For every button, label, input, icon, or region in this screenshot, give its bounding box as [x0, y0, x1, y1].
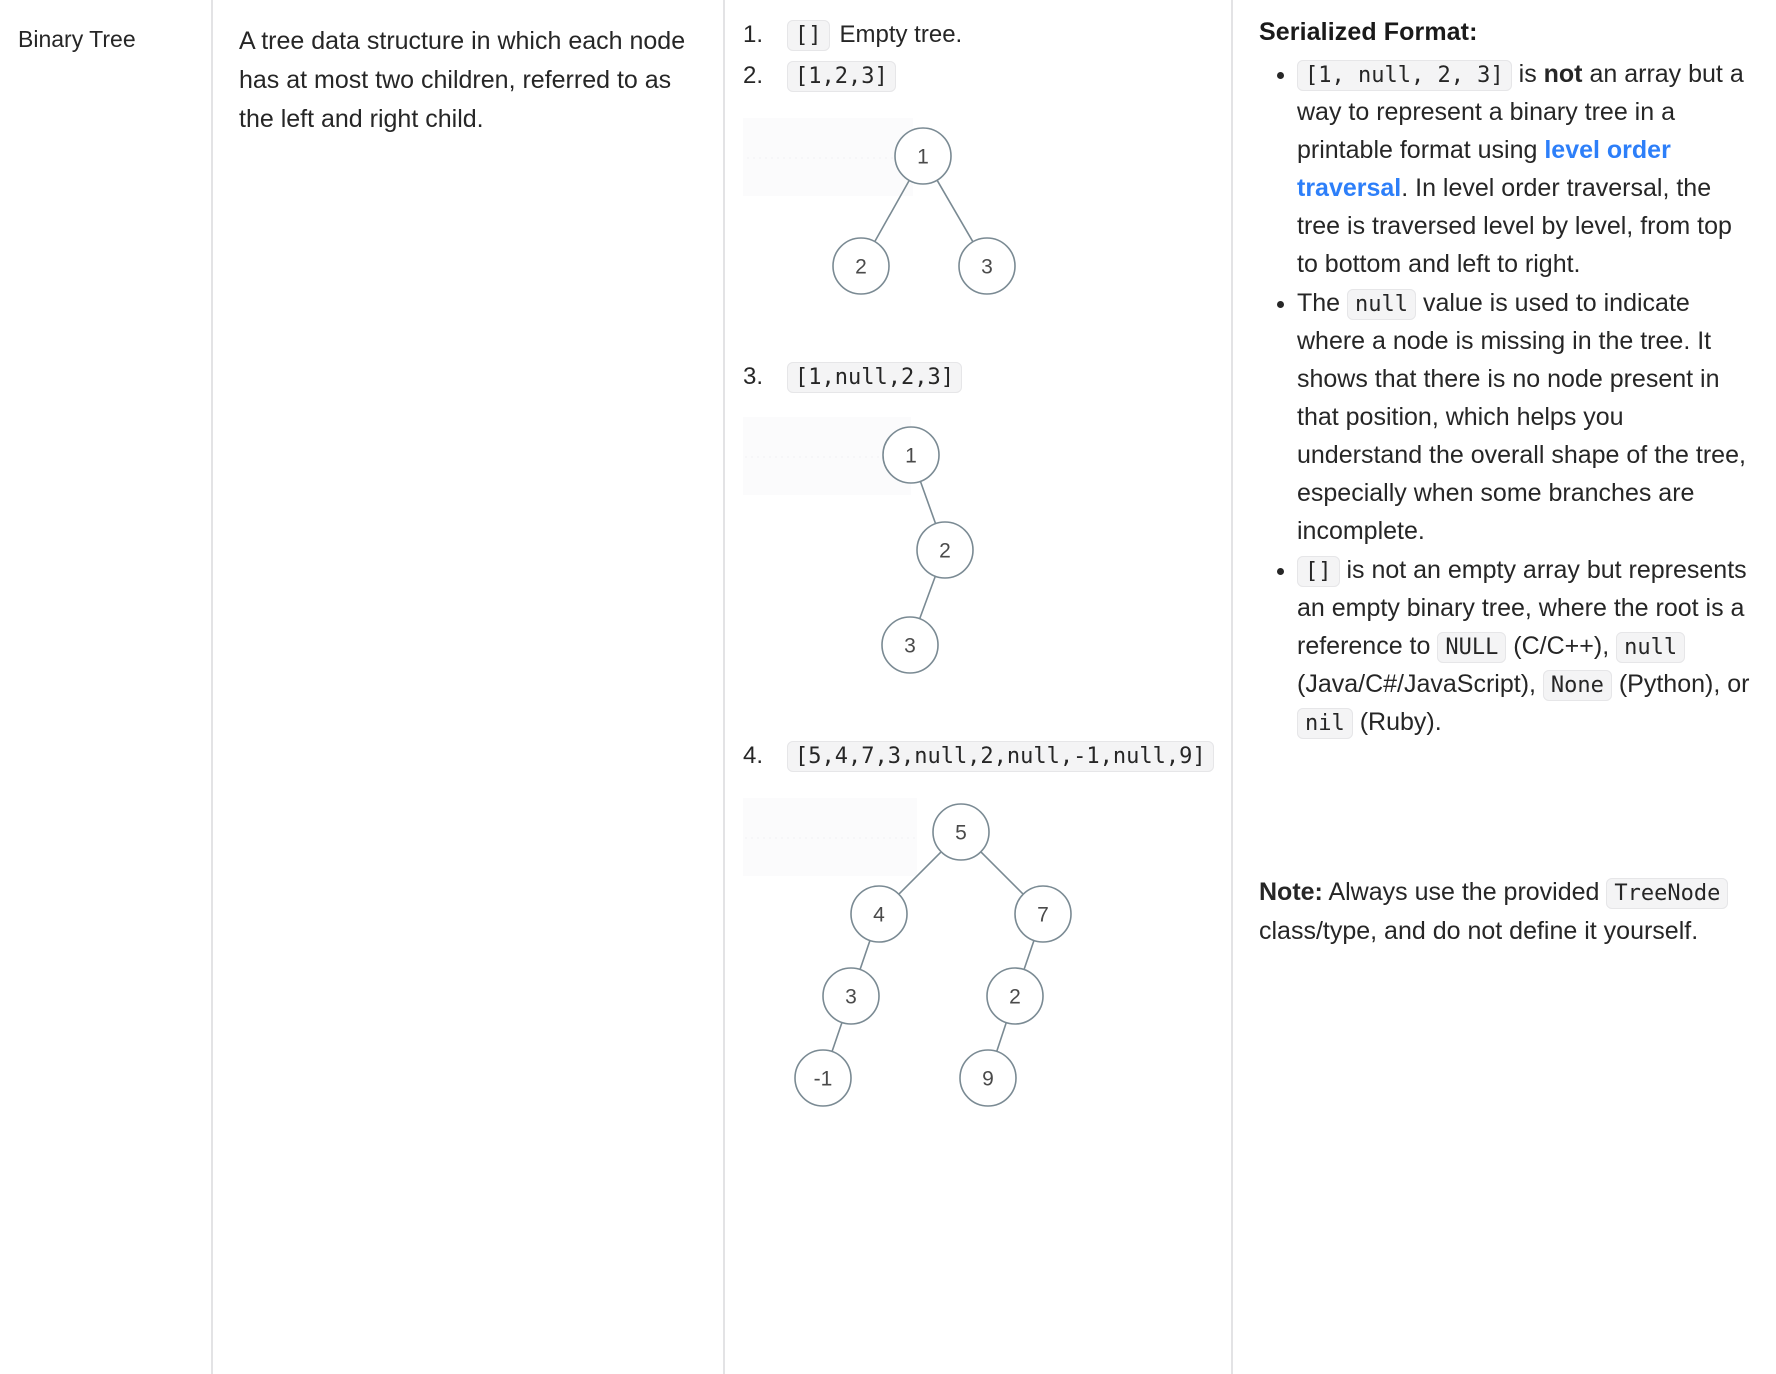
- column-description: [211, 0, 723, 1374]
- text-run: . In level order traversal, the tree is traversed level by level, from top to bottom and left to right.: [1297, 174, 1732, 278]
- text-run: (C/C++),: [1506, 632, 1617, 660]
- tree-node: [851, 886, 907, 942]
- example-item: [743, 57, 1211, 344]
- tree-node-label: 1: [905, 444, 917, 468]
- tree-edge: [981, 851, 1023, 893]
- column-name: [0, 0, 211, 1374]
- text-run: is: [1511, 60, 1544, 88]
- tree-node: [987, 968, 1043, 1024]
- notes-bullet: [1297, 284, 1752, 550]
- tree-node: [933, 804, 989, 860]
- note-paragraph: [1259, 873, 1752, 951]
- tree-diagram-container: [743, 794, 1167, 1144]
- tree-node-label: 5: [955, 821, 967, 844]
- datatype-name: Binary Tree: [18, 26, 136, 52]
- text-run: class/type, and do not define it yourself.: [1259, 916, 1699, 945]
- column-notes: [1231, 0, 1776, 1374]
- inline-code: TreeNode: [1606, 878, 1728, 909]
- example-serialized-code: [1,null,2,3]: [787, 362, 962, 393]
- tree-edge: [860, 940, 870, 969]
- tree-diagram-container: [743, 114, 1167, 344]
- tree-diagram-tree_123: [743, 114, 1213, 344]
- watermark-band: [743, 798, 917, 876]
- tree-node-label: 2: [939, 539, 951, 563]
- tree-edge: [1024, 940, 1034, 969]
- example-serialized-code: [5,4,7,3,null,2,null,-1,null,9]: [787, 741, 1214, 772]
- example-caption: Empty tree.: [839, 21, 963, 48]
- inline-code: nil: [1297, 708, 1353, 739]
- notes-bullet-list: [1259, 55, 1752, 741]
- tree-node: [883, 427, 939, 483]
- inline-code: null: [1347, 289, 1416, 320]
- text-run: Always use the provided: [1322, 878, 1607, 906]
- tree-node-label: 3: [904, 634, 916, 658]
- bold-text: Note:: [1259, 878, 1323, 906]
- notes-bullet: [1297, 551, 1752, 741]
- example-code-line: [787, 57, 1211, 96]
- tree-node-label: 2: [855, 255, 867, 279]
- tree-node: [833, 238, 889, 294]
- tree-diagram-tree_547: [743, 794, 1213, 1144]
- example-serialized-code: []: [787, 20, 830, 51]
- example-code-line: [787, 358, 1211, 397]
- tree-node: [959, 238, 1015, 294]
- text-run: (Ruby).: [1352, 708, 1442, 736]
- column-examples: [723, 0, 1231, 1374]
- text-run: is not an empty array but represents an empty binary tree, where the root is a reference to: [1297, 556, 1747, 660]
- tree-node-label: 3: [981, 255, 993, 279]
- inline-code: None: [1543, 670, 1612, 701]
- example-item: [743, 358, 1211, 723]
- example-item: [743, 16, 1211, 55]
- tree-diagram-container: [743, 413, 1167, 723]
- inline-code: null: [1616, 632, 1685, 663]
- watermark-band: [743, 118, 913, 196]
- tree-node-label: 2: [1009, 985, 1021, 1008]
- tree-edge: [832, 1022, 842, 1051]
- tree-edge: [920, 576, 936, 618]
- example-code-line: [787, 737, 1211, 776]
- tree-node: [823, 968, 879, 1024]
- tree-node-label: 1: [917, 145, 929, 169]
- notes-bullet: [1297, 55, 1752, 283]
- tree-node-label: -1: [813, 1067, 833, 1090]
- tree-edge: [920, 481, 935, 523]
- tree-node-label: 7: [1037, 903, 1049, 926]
- tree-diagram-tree_1null23: [743, 413, 1213, 723]
- example-serialized-code: [1,2,3]: [787, 61, 896, 92]
- text-run: (Python), or: [1611, 670, 1750, 698]
- inline-code: [1, null, 2, 3]: [1297, 60, 1512, 91]
- text-run: (Java/C#/JavaScript),: [1297, 670, 1543, 698]
- tree-node: [917, 522, 973, 578]
- examples-list: [743, 16, 1211, 1144]
- inline-code: []: [1297, 556, 1340, 587]
- tree-node: [895, 128, 951, 184]
- tree-node-label: 3: [845, 985, 857, 1008]
- text-run: value is used to indicate where a node is missing in the tree. It shows that there is no node present in that position, which helps you understand the overall shape of the tree, especially when some branches are incomplete.: [1297, 289, 1746, 545]
- datatype-description: A tree data structure in which each node has at most two children, referred to as the left and right child.: [239, 27, 686, 133]
- text-run: The: [1297, 289, 1348, 317]
- example-item: [743, 737, 1211, 1144]
- example-code-line: [787, 16, 1211, 55]
- inline-code: NULL: [1437, 632, 1506, 663]
- tree-node: [882, 617, 938, 673]
- notes-title: Serialized Format:: [1259, 18, 1478, 46]
- tree-node-label: 4: [873, 903, 885, 926]
- tree-edge: [997, 1022, 1006, 1051]
- tree-edge: [937, 180, 973, 242]
- text-run: an array but a way to represent a binary tree in a printable format using: [1297, 60, 1744, 164]
- bold-text: not: [1543, 60, 1583, 88]
- tree-node: [1015, 886, 1071, 942]
- tree-node: [960, 1050, 1016, 1106]
- tree-node: [795, 1050, 851, 1106]
- inline-link[interactable]: level order traversal: [1297, 136, 1671, 202]
- tree-node-label: 9: [982, 1067, 994, 1090]
